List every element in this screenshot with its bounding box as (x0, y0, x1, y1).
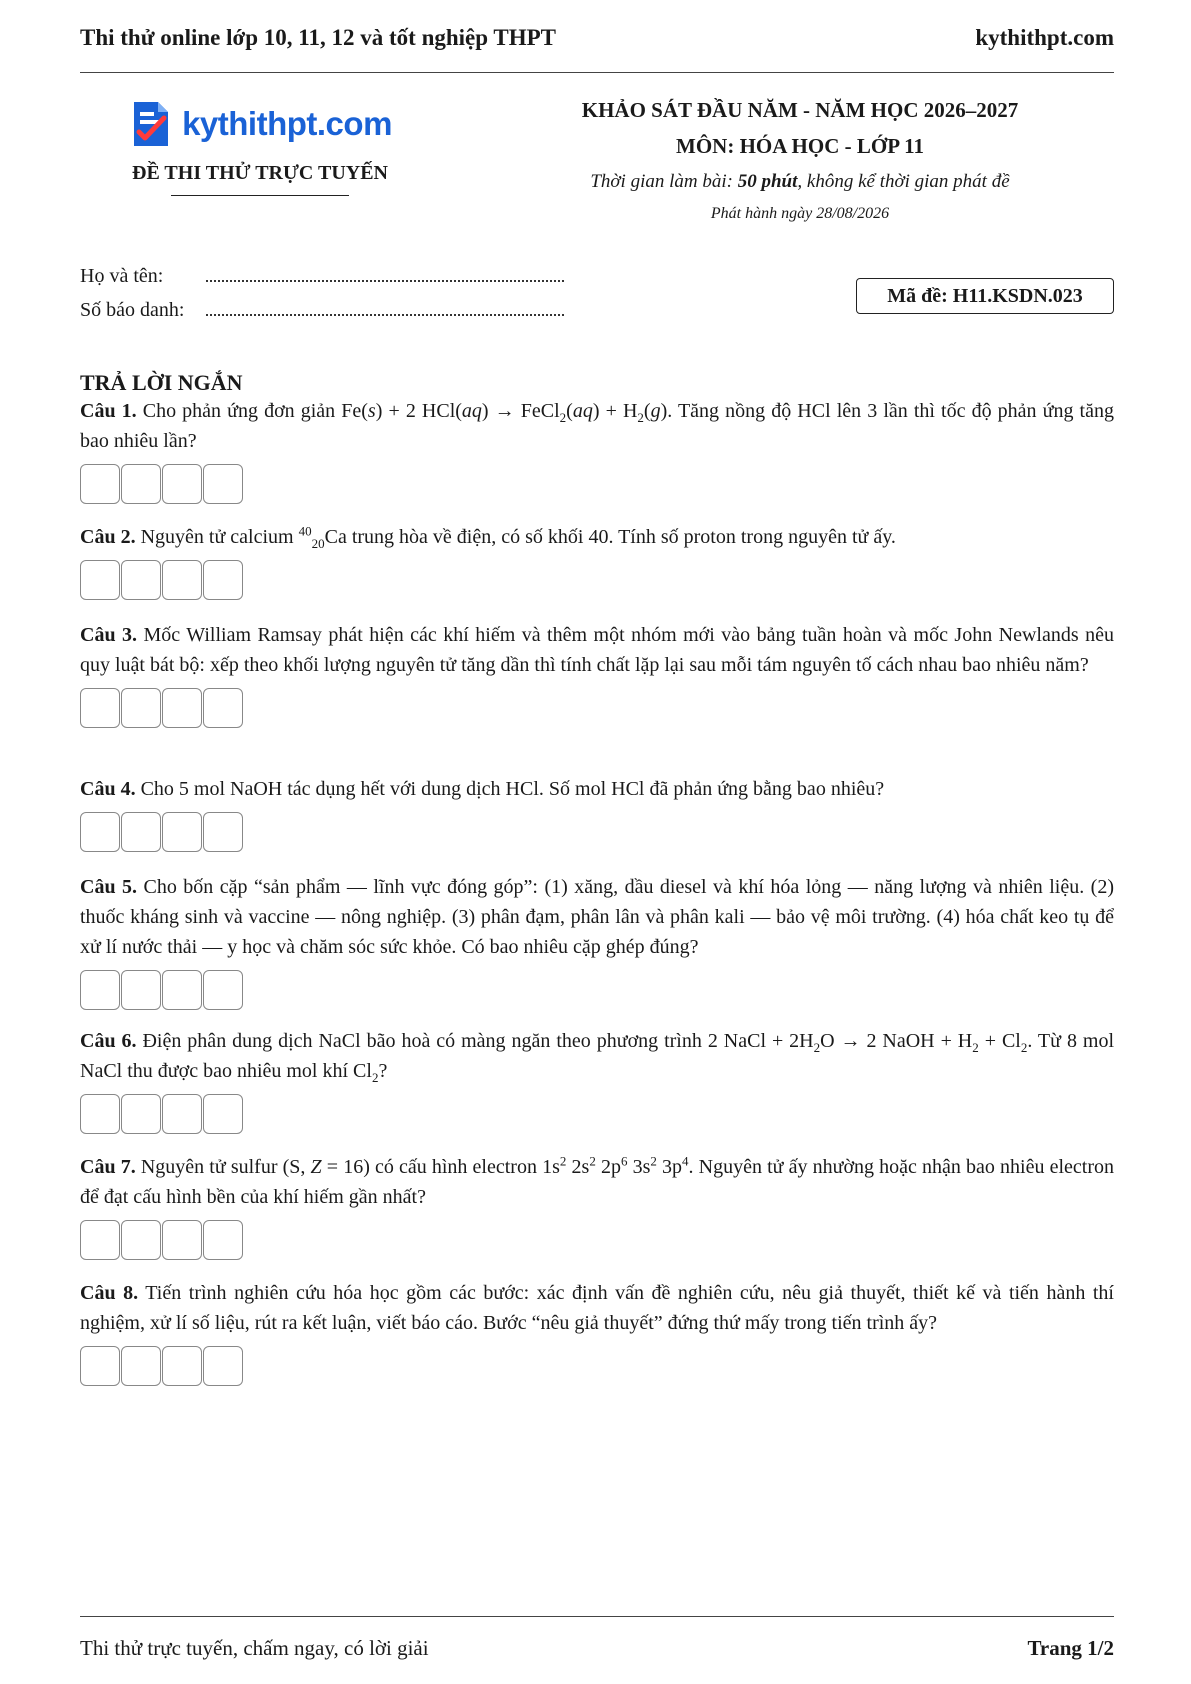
answer-box[interactable] (162, 812, 202, 852)
question-text: Mốc William Ramsay phát hiện các khí hiếm và thêm một nhóm mới vào bảng tuần hoàn và mốc John Newlands nêu quy luật bát bộ: xếp theo khối lượng nguyên tử tăng dần thì tính chất lặp lại sau mỗi tám nguyên tố cách nhau bao nhiêu năm? (80, 624, 1114, 676)
release-date: Phát hành ngày 28/08/2026 (710, 205, 890, 222)
answer-box[interactable] (162, 1346, 202, 1386)
checklist-logo-icon (128, 98, 176, 150)
answer-boxes (80, 812, 1114, 852)
answer-box[interactable] (80, 464, 120, 504)
answer-box[interactable] (121, 1220, 161, 1260)
answer-box[interactable] (162, 464, 202, 504)
answer-box[interactable] (162, 1094, 202, 1134)
question-text: . Từ 8 mol NaCl thu được bao nhiêu mol khí (80, 1030, 1115, 1082)
answer-box[interactable] (80, 970, 120, 1010)
exam-duration (520, 164, 1080, 200)
question-number: Câu 8. (80, 1282, 139, 1304)
question-text: Ca trung hòa về điện, có số khối 40. Tính số proton trong nguyên tử ấy. (324, 526, 896, 548)
name-row (80, 262, 564, 296)
name-field[interactable] (206, 262, 564, 282)
electron-configuration: $1s^2$ $2s^2$ $2p^6$ $3s^2$ $3p^4$ (542, 1153, 689, 1178)
question-4 (80, 774, 1114, 852)
question-8 (80, 1278, 1114, 1386)
exam-code-box: Mã đề: H11.KSDN.023 (856, 278, 1114, 314)
answer-boxes (80, 1094, 1114, 1134)
question-number: Câu 7. (80, 1156, 136, 1178)
site-logo[interactable] (110, 96, 410, 152)
header-title: Thi thử online lớp 10, 11, 12 và tốt nghiệp THPT (80, 25, 556, 50)
page-number: Trang 1/2 (1027, 1636, 1114, 1660)
answer-boxes (80, 688, 1114, 728)
answer-box[interactable] (162, 688, 202, 728)
answer-box[interactable] (80, 1220, 120, 1260)
answer-box[interactable] (121, 1346, 161, 1386)
student-info (80, 262, 564, 330)
answer-box[interactable] (121, 812, 161, 852)
answer-box[interactable] (203, 1346, 243, 1386)
footer-tagline: Thi thử trực tuyến, chấm ngay, có lời giải (80, 1636, 429, 1660)
answer-box[interactable] (80, 1346, 120, 1386)
answer-box[interactable] (80, 1094, 120, 1134)
logo-block (110, 96, 410, 196)
page-footer (80, 1636, 1114, 1661)
logo-text (182, 105, 392, 143)
exam-title-block (520, 92, 1080, 228)
question-5 (80, 872, 1114, 1010)
answer-box[interactable] (162, 970, 202, 1010)
answer-box[interactable] (80, 812, 120, 852)
duration-value: 50 phút (737, 171, 798, 192)
question-number: Câu 2. (80, 526, 136, 548)
exam-subtitle: ĐỀ THI THỬ TRỰC TUYẾN (132, 162, 388, 184)
answer-boxes (80, 1346, 1114, 1386)
answer-box[interactable] (121, 688, 161, 728)
answer-box[interactable] (162, 560, 202, 600)
question-2 (80, 522, 1114, 600)
answer-box[interactable] (121, 560, 161, 600)
id-label: Số báo danh: (80, 299, 185, 321)
question-3 (80, 620, 1114, 728)
exam-subject: MÔN: HÓA HỌC - LỚP 11 (676, 134, 924, 158)
subtitle-underline (171, 195, 349, 196)
answer-box[interactable] (203, 812, 243, 852)
question-number: Câu 3. (80, 624, 138, 646)
duration-suffix: , không kể thời gian phát đề (797, 171, 1010, 192)
footer-divider (80, 1616, 1114, 1617)
answer-boxes (80, 1220, 1114, 1260)
answer-box[interactable] (121, 970, 161, 1010)
name-label: Họ và tên: (80, 265, 164, 287)
answer-box[interactable] (80, 560, 120, 600)
header-divider (80, 72, 1114, 73)
question-text: Nguyên tử sulfur (140, 1156, 283, 1178)
question-text: có cấu hình electron (369, 1156, 543, 1178)
answer-box[interactable] (121, 1094, 161, 1134)
question-number: Câu 4. (80, 778, 136, 800)
question-text: Cho 5 mol NaOH tác dụng hết với dung dịch HCl. Số mol HCl đã phản ứng bằng bao nhiêu? (140, 778, 885, 800)
answer-box[interactable] (203, 464, 243, 504)
equation: Fe(s) + 2 HCl(aq) → FeCl$_2$(aq) + $H_2(g)$ (341, 400, 668, 425)
atomic-number: 20 (311, 536, 325, 551)
question-text: Nguyên tử calcium (140, 526, 299, 548)
answer-box[interactable] (121, 464, 161, 504)
logo-text-b: thpt.com (256, 105, 392, 142)
question-number: Câu 1. (80, 400, 137, 422)
answer-box[interactable] (203, 1220, 243, 1260)
question-7 (80, 1152, 1114, 1260)
top-header (80, 18, 1114, 58)
element-notation: (S, Z = 16) (282, 1156, 370, 1178)
duration-prefix: Thời gian làm bài: (590, 171, 738, 192)
answer-box[interactable] (80, 688, 120, 728)
answer-box[interactable] (162, 1220, 202, 1260)
section-title: TRẢ LỜI NGẮN (80, 370, 243, 395)
question-number: Câu 6. (80, 1030, 137, 1052)
answer-box[interactable] (203, 688, 243, 728)
formula: $Cl_2$? (353, 1060, 388, 1085)
question-text: Điện phân dung dịch NaCl bão hoà có màng ngăn theo phương trình (142, 1030, 708, 1052)
answer-boxes (80, 970, 1114, 1010)
question-text: . Tăng nồng độ HCl lên 3 lần thì tốc độ phản ứng tăng bao nhiêu lần? (80, 400, 1114, 452)
answer-boxes (80, 464, 1114, 504)
question-text: Cho phản ứng đơn giản (142, 400, 342, 422)
mass-number: 40 (298, 523, 312, 539)
header-site[interactable]: kythithpt.com (975, 25, 1114, 50)
id-row (80, 296, 564, 330)
answer-box[interactable] (203, 1094, 243, 1134)
exam-survey-title: KHẢO SÁT ĐẦU NĂM - NĂM HỌC 2026–2027 (581, 98, 1019, 122)
id-field[interactable] (206, 296, 564, 316)
question-text: . Nguyên tử ấy nhường hoặc nhận bao nhiêu electron để đạt cấu hình bền của khí hiếm gần nhất? (80, 1156, 1115, 1208)
question-number: Câu 5. (80, 876, 138, 898)
question-1 (80, 396, 1114, 504)
answer-box[interactable] (203, 560, 243, 600)
question-text: Cho bốn cặp “sản phẩm — lĩnh vực đóng góp”: (1) xăng, dầu diesel và khí hóa lỏng — năng lượng và nhiên liệu. (2) thuốc kháng sinh và vaccine — nông nghiệp. (3) phân đạm, phân lân và phân kali — bảo vệ môi trường. (4) hóa chất keo tụ để xử lí nước thải — y học và chăm sóc sức khỏe. Có bao nhiêu cặp ghép đúng? (80, 876, 1114, 958)
logo-text-a: kythi (182, 105, 257, 142)
question-6 (80, 1026, 1114, 1134)
answer-box[interactable] (203, 970, 243, 1010)
equation: 2 NaCl + $2H_2O \to 2$ NaOH + $H_2 + Cl_2$ (707, 1030, 1028, 1055)
question-text: Tiến trình nghiên cứu hóa học gồm các bước: xác định vấn đề nghiên cứu, nêu giả thuyết, thiết kế và tiến hành thí nghiệm, xử lí số liệu, rút ra kết luận, viết báo cáo. Bước “nêu giả thuyết” đứng thứ mấy trong tiến trình ấy? (80, 1282, 1114, 1334)
answer-boxes (80, 560, 1114, 600)
